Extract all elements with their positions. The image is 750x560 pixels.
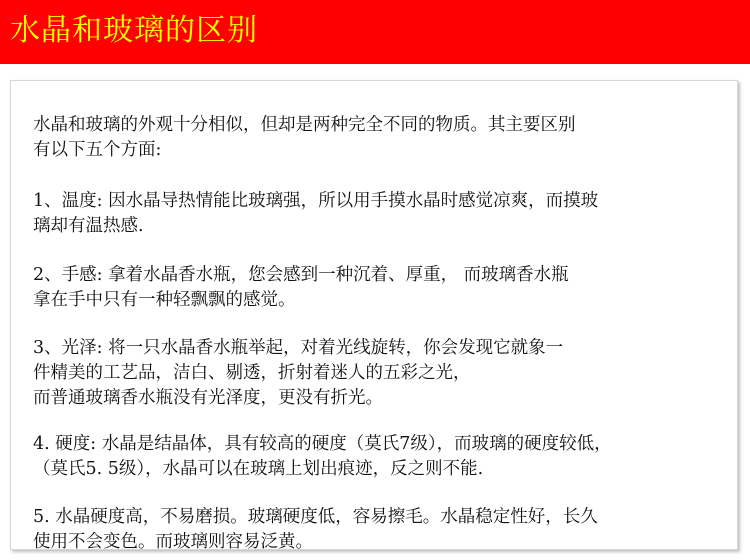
touch-line-1: 2、手感: 拿着水晶香水瓶，您会感到一种沉着、厚重， 而玻璃香水瓶 — [33, 265, 569, 285]
page-title: 水晶和玻璃的区别 — [10, 13, 258, 48]
durability-line-2: 使用不会变色。而玻璃则容易泛黄。 — [33, 532, 313, 552]
luster-line-2: 件精美的工艺品，洁白、剔透，折射着迷人的五彩之光， — [33, 363, 471, 383]
intro-line-2: 有以下五个方面: — [33, 140, 162, 160]
touch-paragraph — [33, 263, 735, 313]
luster-paragraph — [33, 336, 735, 411]
temperature-paragraph — [33, 189, 735, 239]
durability-paragraph — [33, 505, 735, 555]
hardness-line-1: 4. 硬度: 水晶是结晶体，具有较高的硬度（莫氏7级），而玻璃的硬度较低， — [33, 434, 612, 454]
luster-line-1: 3、光泽: 将一只水晶香水瓶举起，对着光线旋转，你会发现它就象一 — [33, 338, 564, 358]
intro-line-1: 水晶和玻璃的外观十分相似，但却是两种完全不同的物质。其主要区别 — [33, 115, 576, 135]
content-card — [10, 80, 738, 550]
touch-line-2: 拿在手中只有一种轻飘飘的感觉。 — [33, 290, 296, 310]
title-bar — [0, 0, 750, 64]
durability-line-1: 5. 水晶硬度高，不易磨损。玻璃硬度低，容易擦毛。水晶稳定性好，长久 — [33, 507, 598, 527]
intro-paragraph — [33, 113, 735, 163]
hardness-line-2: （莫氏5. 5级），水晶可以在玻璃上划出痕迹，反之则不能. — [33, 459, 484, 479]
hardness-paragraph — [33, 432, 735, 482]
luster-line-3: 而普通玻璃香水瓶没有光泽度，更没有折光。 — [33, 388, 383, 408]
temperature-line-1: 1、温度: 因水晶导热情能比玻璃强，所以用手摸水晶时感觉凉爽，而摸玻 — [33, 191, 599, 211]
temperature-line-2: 璃却有温热感. — [33, 216, 144, 236]
